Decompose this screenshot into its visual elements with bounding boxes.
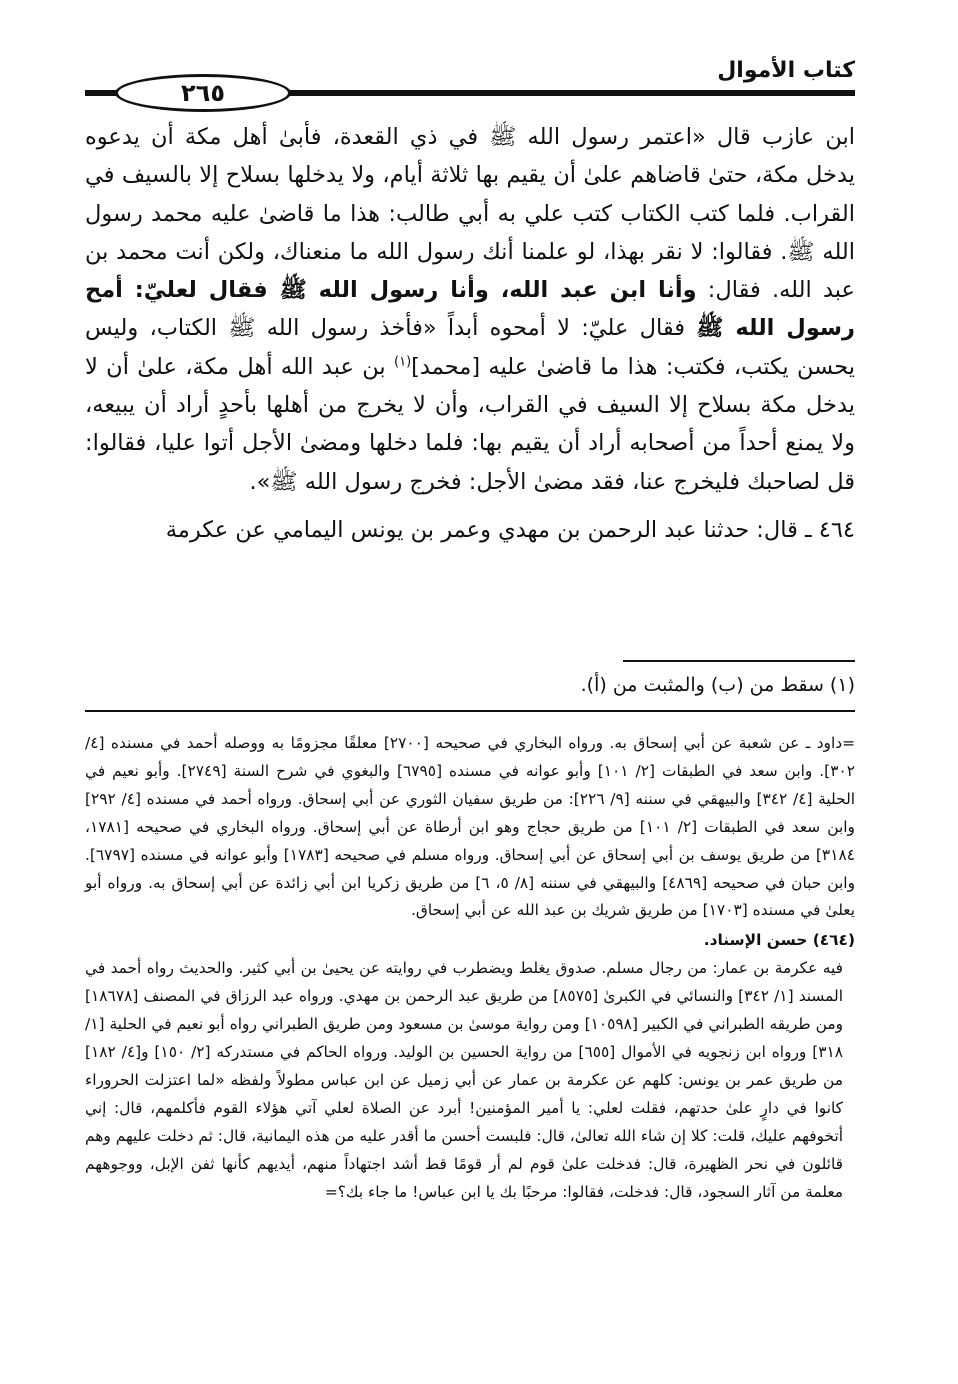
page-header bbox=[85, 52, 855, 112]
notes-section bbox=[85, 730, 855, 1206]
footnote-separator bbox=[623, 660, 855, 662]
book-title: كتاب الأموال bbox=[717, 58, 855, 83]
hadith-464-start: ٤٦٤ ـ قال: حدثنا عبد الرحمن بن مهدي وعمر بن يونس اليمامي عن عكرمة bbox=[165, 516, 855, 543]
note-464-body: فيه عكرمة بن عمار: من رجال مسلم. صدوق يغلط ويضطرب في روايته عن يحيىٰ بن أبي كثير. والحديث رواه أحمد في المسند [١/ ٣٤٢] والنسائي في الكبرىٰ [٨٥٧٥] من طريق عبد الرحمن بن مهدي. ورواه عبد الرزاق في المصنف [١٨٦٧٨] ومن طريقه الطبراني في الكبير [١٠٥٩٨] ومن رواية موسىٰ بن مسعود ومن طريق الطبراني رواه أبو نعيم في الحلية [١/ ٣١٨] ورواه ابن زنجويه في الأموال [٦٥٥] من رواية الحسين بن الوليد. ورواه الحاكم في مستدركه [٢/ ١٥٠] و[٤/ ١٨٢] من طريق عمر بن يونس: كلهم عن عكرمة بن عمار عن أبي زميل عن ابن عباس مطولاً ولفظه «لما اعتزلت الحروراء كانوا في دارٍ علىٰ حدتهم، فقلت لعلي: يا أمير المؤمنين! أبرد عن الصلاة لعلي آتي هؤلاء القوم فأكلمهم، قال: إني أتخوفهم عليك، قلت: كلا إن شاء الله تعالىٰ، قال: فلبست أحسن ما أقدر عليه من هذه اليمانية، قال: ثم دخلت عليهم وهم قائلون في نحر الظهيرة، قال: فدخلت علىٰ قوم لم أر قومًا قط أشد اجتهاداً منهم، أيديهم كأنها ثفن الإبل، ووجوههم معلمة من آثار السجود، قال: فدخلت، فقالوا: مرحبًا بك يا ابن عباس! ما جاء بك؟= bbox=[85, 959, 844, 1201]
hadith-text-end: بن عبد الله أهل مكة، علىٰ أن لا يدخل مكة بسلاح إلا السيف في القراب، وأن لا يخرج من أهلها بأحدٍ أراد أن يبيعه، ولا يمنع أحداً من أصحابه أراد أن يقيم بها: فلما دخلها ومضىٰ الأجل أتوا عليا، فقالوا: قل لصاحبك فليخرج عنا، فقد مضىٰ الأجل: فخرج رسول الله ﷺ». bbox=[85, 353, 855, 495]
hadith-text-continued: فقال عليّ: لا أمحوه أبداً «فأخذ رسول الله ﷺ الكتاب، وليس يحسن يكتب، فكتب: هذا ما قاضىٰ عليه [محمد] bbox=[85, 315, 855, 380]
footnote-reference: (١) bbox=[394, 354, 412, 370]
footnote-1: (١) سقط من (ب) والمثبت من (أ). bbox=[580, 674, 855, 696]
page-number: ٢٦٥ bbox=[115, 74, 291, 112]
notes-separator bbox=[85, 710, 855, 712]
hadith-text: ابن عازب قال «اعتمر رسول الله ﷺ في ذي القعدة، فأبىٰ أهل مكة أن يدعوه يدخل مكة، حتىٰ قاضاهم علىٰ أن يقيم بها ثلاثة أيام، ولا يدخلها بسلاح إلا بالسيف في القراب. فلما كتب الكتاب كتب علي به أبي طالب: هذا ما قاضىٰ عليه محمد رسول الله ﷺ. فقالوا: لا نقر بهذا، لو علمنا أنك رسول الله ما منعناك، ولكن أنت محمد بن عبد الله. فقال: bbox=[85, 124, 855, 304]
note-continued: =داود ـ عن شعبة عن أبي إسحاق به. ورواه البخاري في صحيحه [٢٧٠٠] معلقًا مجزومًا به ووصله أحمد في مسنده [٤/ ٣٠٢]. وابن سعد في الطبقات [٢/ ١٠١] وأبو عوانه في مسنده [٦٧٩٥] والبغوي في شرح السنة [٢٧٤٩]. وأبو نعيم في الحلية [٤/ ٣٤٢] والبيهقي في سننه [٩/ ٢٢٦]: من طريق سفيان الثوري عن أبي إسحاق. ورواه أحمد في مسنده [٤/ ٢٩٢] وابن سعد في الطبقات [٢/ ١٠١] من طريق حجاج وهو ابن أرطاة عن أبي إسحاق. ورواه البخاري في صحيحه [١٧٨١، ٣١٨٤] من طريق يوسف بن أبي إسحاق عن أبي إسحاق. ورواه مسلم في صحيحه [١٧٨٣] وأبو عوانه في مسنده [٦٧٩٧]. وابن حبان في صحيحه [٤٨٦٩] والبيهقي في سننه [٨/ ٥، ٦] من طريق زكريا ابن أبي زائدة عن أبي إسحاق به. ورواه أبو يعلىٰ في مسنده [١٧٠٣] من طريق شريك بن عبد الله عن أبي إسحاق. bbox=[85, 734, 856, 920]
hadith-paragraph bbox=[85, 118, 855, 501]
main-text bbox=[85, 118, 855, 549]
note-464-heading: (٤٦٤) حسن الإسناد. bbox=[703, 931, 855, 950]
hadith-bold-text: وأنا ابن عبد الله، وأنا رسول الله ﷺ فقال لعليّ: أمح رسول الله ﷺ bbox=[85, 277, 856, 342]
